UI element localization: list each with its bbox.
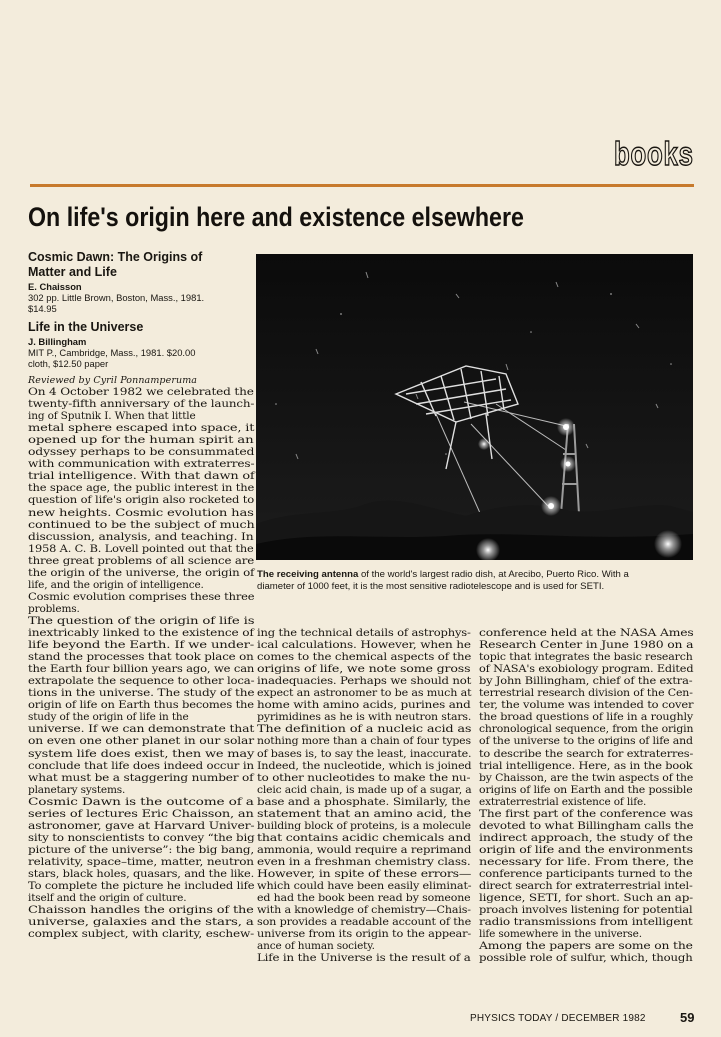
text-line: Research Center in June 1980 on a bbox=[479, 639, 694, 652]
text-line: possible role of sulfur, which, though bbox=[479, 952, 693, 965]
text-line: cleic acid chain, is made up of a sugar, a bbox=[257, 783, 472, 796]
text-line: conclude that life does indeed occur in bbox=[28, 759, 254, 772]
text-line: picture of the universe”: the big bang, bbox=[28, 843, 255, 856]
text-line: to describe the search for extraterres- bbox=[479, 747, 694, 760]
text-line: son provides a readable account of the bbox=[257, 916, 472, 929]
text-line: origins of life, we note some gross bbox=[257, 663, 471, 676]
text-line: topic that integrates the basic research bbox=[479, 651, 693, 664]
text-line: odyssey perhaps to be consummated bbox=[28, 446, 255, 459]
text-line: new heights. Cosmic evolution has bbox=[28, 506, 254, 519]
text-line: origin of life and the environments bbox=[479, 843, 693, 856]
text-line: study of the origin of life in the bbox=[28, 711, 189, 724]
text-line: tions in the universe. The study of the bbox=[28, 687, 255, 700]
text-line: Among the papers are some on the bbox=[479, 940, 693, 953]
text-line: stand the processes that took place on bbox=[28, 651, 254, 664]
text-line: astronomer, gave at Harvard Univer- bbox=[28, 819, 255, 832]
text-line: ed had the book been read by someone bbox=[257, 892, 471, 905]
text-line: life beyond the Earth. If we under- bbox=[28, 639, 255, 652]
text-line: ing the technical details of astrophys- bbox=[257, 627, 471, 639]
photo-caption bbox=[257, 569, 694, 592]
book-info-2 bbox=[28, 320, 254, 369]
text-line: Life in the Universe is the result of a bbox=[257, 952, 471, 965]
text-line: life somewhere in the universe. bbox=[479, 928, 642, 941]
text-line: itself and the origin of culture. bbox=[28, 892, 187, 905]
text-line: problems. bbox=[28, 602, 80, 615]
caption-lead: The receiving antenna bbox=[257, 569, 359, 580]
text-line: the space age, the public interest in the bbox=[28, 482, 255, 495]
text-line: ter, the volume was intended to cover bbox=[479, 699, 694, 712]
text-line: question of life's origin also rocketed to bbox=[28, 494, 255, 507]
text-line: universe, galaxies and the stars, a bbox=[28, 916, 254, 929]
text-line: inextricably linked to the existence of bbox=[28, 627, 254, 639]
text-line: with communication with extraterres- bbox=[28, 458, 255, 471]
text-line: proach involves listening for potential bbox=[479, 904, 693, 917]
text-line: ammonia, would require a reprimand bbox=[257, 843, 472, 856]
book-info-1 bbox=[28, 250, 254, 314]
text-line: universe from its origin to the appear- bbox=[257, 928, 472, 941]
book-title-line: Matter and Life bbox=[28, 265, 117, 279]
text-line: discussion, analysis, and teaching. In bbox=[28, 530, 254, 543]
text-line: of bases is, to say the least, inaccurate. bbox=[257, 747, 472, 760]
text-line: The first part of the conference was bbox=[479, 807, 693, 820]
text-line: expect an astronomer to be as much at bbox=[257, 687, 472, 700]
reviewer-credit: Reviewed by Cyril Ponnamperuma bbox=[28, 375, 198, 386]
text-line: ance of human society. bbox=[257, 940, 375, 953]
text-line: opened up for the human spirit an bbox=[28, 434, 254, 447]
text-line: Chaisson handles the origins of the bbox=[28, 904, 254, 917]
text-line: the origin of the universe, the origin of bbox=[28, 566, 255, 579]
text-line: metal sphere escaped into space, it bbox=[28, 422, 255, 435]
text-line: continued to be the subject of much bbox=[28, 518, 255, 531]
arecibo-antenna-photo bbox=[256, 254, 693, 560]
text-line: trial intelligence. With that dawn of bbox=[28, 470, 255, 483]
text-line: The question of the origin of life is bbox=[28, 614, 255, 627]
section-label: books bbox=[614, 135, 694, 172]
text-line: However, in spite of these errors— bbox=[257, 868, 472, 880]
text-line: which could have been easily eliminat- bbox=[257, 880, 472, 893]
caption-text: of the world's largest radio dish, at Arecibo, Puerto Rico. With a bbox=[358, 569, 629, 580]
text-line: devoted to what Billingham calls the bbox=[479, 819, 694, 832]
text-line: To complete the picture he included life bbox=[28, 880, 255, 893]
text-line: the Earth four billion years ago, we can bbox=[28, 663, 255, 676]
page-footer: PHYSICS TODAY / DECEMBER 1982 bbox=[470, 1013, 646, 1024]
text-line: pyrimidines as he is with neutron stars. bbox=[257, 711, 472, 724]
text-line: sity to nonscientists to convey “the big bbox=[28, 831, 255, 844]
text-line: twenty-fifth anniversary of the launch- bbox=[28, 398, 255, 411]
text-line: direct search for extraterrestrial intel- bbox=[479, 880, 693, 893]
text-line: that contains acidic chemicals and bbox=[257, 831, 472, 844]
article-headline: On life's origin here and existence elsewhere bbox=[28, 202, 524, 232]
text-line: Indeed, the nucleotide, which is joined bbox=[257, 759, 472, 772]
text-line: ical calculations. However, when he bbox=[257, 639, 471, 652]
text-line: to other nucleotides to make the nu- bbox=[257, 771, 471, 784]
text-line: planetary systems. bbox=[28, 783, 126, 796]
text-line: with a knowledge of chemistry—Chais- bbox=[257, 904, 471, 917]
text-line: On 4 October 1982 we celebrated the bbox=[28, 386, 254, 398]
text-line: home with amino acids, purines and bbox=[257, 699, 471, 712]
text-line: statement that an amino acid, the bbox=[257, 807, 472, 820]
text-line: base and a phosphate. Similarly, the bbox=[257, 795, 471, 808]
text-line: necessary for life. From there, the bbox=[479, 855, 694, 868]
book-title-line: Life in the Universe bbox=[28, 320, 144, 334]
book-author: E. Chaisson bbox=[28, 281, 82, 292]
text-line: of the universe to the origins of life and bbox=[479, 735, 693, 748]
text-line: indirect approach, the study of the bbox=[479, 831, 693, 844]
text-line: series of lectures Eric Chaisson, an bbox=[28, 807, 254, 820]
text-line: 1958 A. C. B. Lovell pointed out that the bbox=[28, 542, 254, 555]
text-line: on even one other planet in our solar bbox=[28, 735, 254, 748]
text-line: comes to the chemical aspects of the bbox=[257, 651, 472, 664]
book-details: MIT P., Cambridge, Mass., 1981. $20.00 bbox=[28, 347, 196, 358]
text-line: origins of life on Earth and the possible bbox=[479, 783, 693, 796]
text-line: universe. If we can demonstrate that bbox=[28, 723, 255, 736]
text-line: trial intelligence. Here, as in the book bbox=[479, 759, 693, 772]
text-line: terrestrial research division of the Cen- bbox=[479, 687, 693, 700]
text-line: conference participants turned to the bbox=[479, 868, 693, 880]
text-line: Cosmic Dawn is the outcome of a bbox=[28, 795, 254, 808]
text-line: The definition of a nucleic acid as bbox=[257, 723, 472, 736]
text-line: three great problems of all science are bbox=[28, 554, 255, 567]
text-line: Cosmic evolution comprises these three bbox=[28, 590, 255, 603]
text-line: even in a freshman chemistry class. bbox=[257, 855, 471, 868]
text-line: by John Billingham, chief of the extra- bbox=[479, 675, 693, 688]
text-line: conference held at the NASA Ames bbox=[479, 627, 694, 639]
text-line: inadequacies. Perhaps we should not bbox=[257, 675, 472, 688]
text-line: radio transmissions from intelligent bbox=[479, 916, 693, 929]
text-line: relativity, space–time, matter, neutron bbox=[28, 855, 254, 868]
text-line: life, and the origin of intelligence. bbox=[28, 578, 204, 591]
book-details: 302 pp. Little Brown, Boston, Mass., 1981. bbox=[28, 292, 205, 303]
book-author: J. Billingham bbox=[28, 336, 87, 347]
book-details: cloth, $12.50 paper bbox=[28, 358, 109, 369]
text-line: the broad questions of life in a roughly bbox=[479, 711, 694, 724]
text-line: building block of proteins, is a molecule bbox=[257, 819, 471, 832]
book-details: $14.95 bbox=[28, 303, 57, 314]
text-line: ing of Sputnik I. When that little bbox=[28, 410, 196, 423]
text-line: stars, black holes, quasars, and the like. bbox=[28, 868, 255, 880]
book-title-line: Cosmic Dawn: The Origins of bbox=[28, 250, 203, 264]
text-line: origin of life on Earth thus becomes the bbox=[28, 699, 254, 712]
text-line: chronological sequence, from the origin bbox=[479, 723, 694, 736]
text-line: ligence, SETI, for short. Such an ap- bbox=[479, 892, 694, 905]
text-line: complex subject, with clarity, eschew- bbox=[28, 928, 255, 941]
text-line: system life does exist, then we may bbox=[28, 747, 255, 760]
text-line: extrapolate the sequence to other loca- bbox=[28, 675, 255, 688]
text-line: nothing more than a chain of four types bbox=[257, 735, 471, 748]
page-number: 59 bbox=[680, 1010, 695, 1025]
header-rule bbox=[30, 184, 694, 187]
text-line: extraterrestrial existence of life. bbox=[479, 795, 647, 808]
text-line: what must be a staggering number of bbox=[28, 771, 254, 784]
text-line: of NASA's exobiology program. Edited bbox=[479, 663, 694, 676]
caption-text: diameter of 1000 feet, it is the most sensitive radiotelescope and is used for SETI. bbox=[257, 580, 605, 592]
text-line: by Chaisson, are the twin aspects of the bbox=[479, 771, 694, 784]
